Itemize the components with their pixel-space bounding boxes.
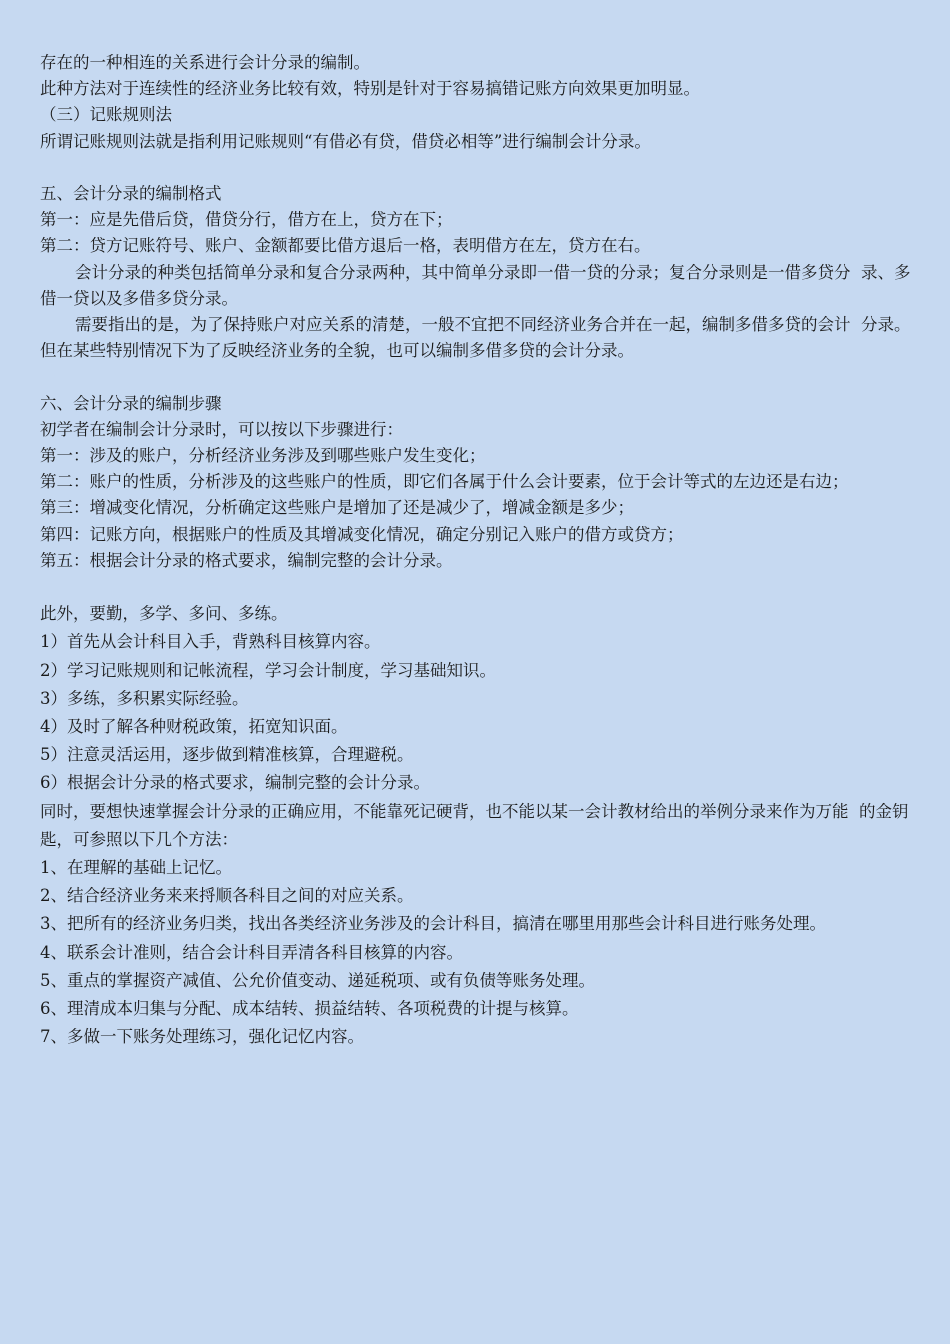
list-item: 3）多练，多积累实际经验。: [40, 688, 249, 708]
paragraph: 同时，要想快速掌握会计分录的正确应用，不能靠死记硬背，也不能以某一会计教材给出的举例分录来作为万能 的金钥匙，可参照以下几个方法：: [40, 801, 909, 849]
section-heading: 五、会计分录的编制格式: [40, 184, 222, 203]
text-line: 所谓记账规则法就是指利用记账规则“有借必有贷，借贷必相等”进行编制会计分录。: [40, 131, 651, 151]
section-methods-end: [40, 50, 912, 155]
list-item: 6、理清成本归集与分配、成本结转、损益结转、各项税费的计提与核算。: [40, 999, 579, 1019]
step-item: 第二：账户的性质，分析涉及的这些账户的性质，即它们各属于什么会计要素，位于会计等式的左边还是右边；: [40, 472, 849, 492]
list-item: 6）根据会计分录的格式要求，编制完整的会计分录。: [40, 773, 430, 793]
list-item: 5）注意灵活运用，逐步做到精准核算，合理避税。: [40, 745, 414, 765]
blank-line: [40, 364, 912, 390]
list-item: 5、重点的掌握资产减值、公允价值变动、递延税项、或有负债等账务处理。: [40, 970, 595, 990]
paragraph: 需要指出的是，为了保持账户对应关系的清楚，一般不宜把不同经济业务合并在一起，编制多借多贷的会计 分录。但在某些特别情况下为了反映经济业务的全貌，也可以编制多借多贷的会计分录。: [40, 315, 911, 361]
list-item: 3、把所有的经济业务归类，找出各类经济业务涉及的会计科目，搞清在哪里用那些会计科目进行账务处理。: [40, 914, 826, 934]
text-line: 此外，要勤，多学、多问、多练。: [40, 604, 288, 624]
section-steps: [40, 391, 912, 574]
list-item: 7、多做一下账务处理练习，强化记忆内容。: [40, 1027, 364, 1047]
text-line: 第一：应是先借后贷，借贷分行，借方在上，贷方在下；: [40, 210, 453, 230]
blank-line: [40, 574, 912, 600]
section-format: [40, 181, 912, 364]
blank-line: [40, 155, 912, 181]
text-line: 第二：贷方记账符号、账户、金额都要比借方退后一格，表明借方在左，贷方在右。: [40, 236, 651, 256]
section-tips: [40, 600, 912, 1051]
list-item: 2）学习记账规则和记帐流程，学习会计制度，学习基础知识。: [40, 660, 496, 680]
text-line: 此种方法对于连续性的经济业务比较有效，特别是针对于容易搞错记账方向效果更加明显。: [40, 79, 700, 99]
list-item: 1）首先从会计科目入手，背熟科目核算内容。: [40, 632, 381, 652]
text-line: 存在的一种相连的关系进行会计分录的编制。: [40, 53, 370, 72]
paragraph: 会计分录的种类包括简单分录和复合分录两种，其中简单分录即一借一贷的分录；复合分录则是一借多贷分 录、多借一贷以及多借多贷分录。: [40, 262, 911, 308]
list-item: 2、结合经济业务来来捋顺各科目之间的对应关系。: [40, 886, 414, 906]
section-heading: 六、会计分录的编制步骤: [40, 393, 222, 413]
text-line: 初学者在编制会计分录时，可以按以下步骤进行：: [40, 419, 403, 439]
subheading: （三）记账规则法: [40, 105, 172, 125]
step-item: 第一：涉及的账户，分析经济业务涉及到哪些账户发生变化；: [40, 446, 486, 466]
list-item: 1、在理解的基础上记忆。: [40, 858, 232, 878]
list-item: 4）及时了解各种财税政策，拓宽知识面。: [40, 717, 348, 737]
step-item: 第四：记账方向，根据账户的性质及其增减变化情况，确定分别记入账户的借方或贷方；: [40, 524, 684, 544]
step-item: 第五：根据会计分录的格式要求，编制完整的会计分录。: [40, 550, 453, 570]
document-page: [40, 50, 912, 1051]
step-item: 第三：增减变化情况，分析确定这些账户是增加了还是减少了，增减金额是多少；: [40, 498, 634, 518]
list-item: 4、联系会计准则，结合会计科目弄清各科目核算的内容。: [40, 942, 463, 962]
